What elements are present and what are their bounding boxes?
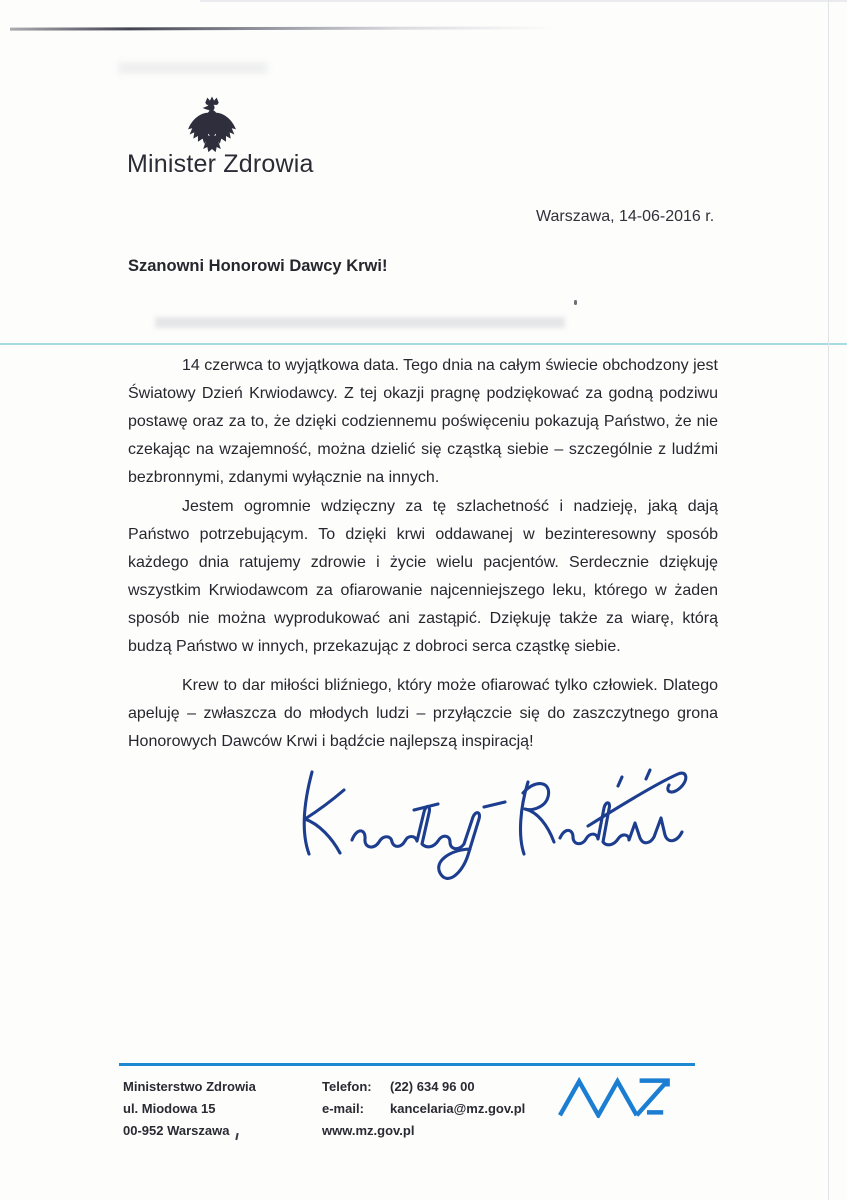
footer-accent-rule bbox=[119, 1063, 695, 1066]
scan-artifact-cyan-line bbox=[0, 343, 847, 345]
footer-city: 00-952 Warszawa bbox=[123, 1123, 230, 1138]
scan-artifact-page-edge bbox=[828, 0, 829, 1200]
salutation: Szanowni Honorowi Dawcy Krwi! bbox=[128, 257, 388, 275]
footer-street: ul. Miodowa 15 bbox=[123, 1101, 216, 1116]
email-address: kancelaria@mz.gov.pl bbox=[390, 1101, 526, 1116]
paragraph-1: 14 czerwca to wyjątkowa data. Tego dnia na całym świecie obchodzony jest Światowy Dzień Krwiodawcy. Z tej okazji pragnę podziękować za godną podziwu postawę oraz za to, że dzięki codziennemu poświęceniu pokazują Państwo, że nie czekając na wzajemność, można dzielić się cząstką siebie – szczególnie z ludźmi bezbronnymi, zdanymi wyłącznie na innych. bbox=[128, 357, 718, 486]
email-label: e-mail: bbox=[322, 1101, 364, 1116]
mz-logo-icon bbox=[557, 1074, 675, 1122]
dateline: Warszawa, 14-06-2016 r. bbox=[536, 208, 715, 225]
letter-body bbox=[128, 352, 718, 756]
website-url: www.mz.gov.pl bbox=[322, 1123, 415, 1138]
paragraph-3: Krew to dar miłości bliźniego, który może ofiarować tylko człowiek. Dlatego apeluję – zwłaszcza do młodych ludzi – przyłączcie się do zaszczytnego grona Honorowych Dawców Krwi i bądźcie najlepszą inspiracją! bbox=[128, 677, 718, 750]
footer-org-name: Ministerstwo Zdrowia bbox=[123, 1079, 256, 1094]
scan-artifact-top-edge bbox=[200, 0, 847, 2]
footer-contact bbox=[322, 1076, 525, 1142]
scan-artifact-smudge bbox=[118, 62, 268, 74]
scan-artifact-dot bbox=[574, 300, 577, 305]
paragraph-2: Jestem ogromnie wdzięczny za tę szlachetność i nadzieję, jaką dają Państwo potrzebującym. To dzięki krwi oddawanej w bezinteresowny sposób każdego dnia ratujemy zdrowie i życie wielu pacjentów. Serdecznie dziękuję wszystkim Krwiodawcom za ofiarowanie najcenniejszego leku, którego w żaden sposób nie można wyprodukować ani zastąpić. Dziękuję także za wiarę, którą budzą Państwo w innych, przekazując z dobroci serca cząstkę siebie. bbox=[128, 498, 718, 655]
phone-number: (22) 634 96 00 bbox=[390, 1079, 475, 1094]
polish-eagle-emblem-icon bbox=[186, 96, 238, 154]
phone-label: Telefon: bbox=[322, 1079, 372, 1094]
handwritten-signature bbox=[288, 752, 692, 880]
footer-address bbox=[123, 1076, 256, 1142]
scan-artifact-dark-line bbox=[10, 26, 555, 30]
sender-title: Minister Zdrowia bbox=[127, 150, 314, 178]
scan-artifact-ghost-text bbox=[155, 317, 565, 328]
